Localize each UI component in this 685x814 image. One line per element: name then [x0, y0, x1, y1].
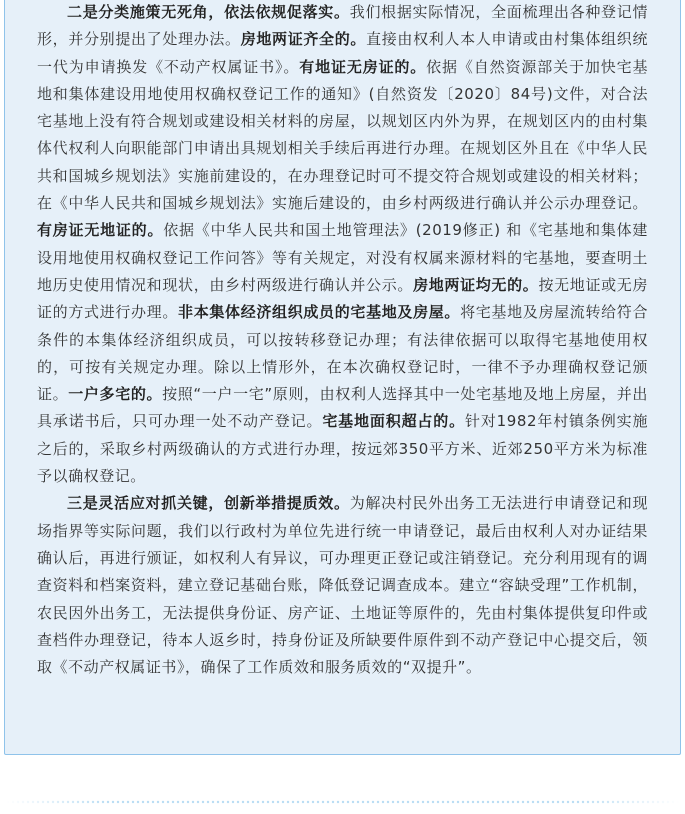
case-multiple-homesteads: 一户多宅的。: [68, 385, 163, 404]
case-non-member: 非本集体经济组织成员的宅基地及房屋。: [178, 303, 461, 322]
body-text: 按无地证或无房证的方式进行办理。: [37, 275, 649, 322]
body-text: 为解决村民外出务工无法进行申请登记和现场指界等实际问题，我们以行政村为单位先进行统一申请登记，最后由权利人对办证结果确认后，再进行颁证，如权利人有异议，可办理更正登记或注销登记。充分利用现有的调查资料和档案资料，建立登记基础台账，降低登记调查成本。建立“容缺受理”工作机制，农民因外出务工，无法提供身份证、房产证、土地证等原件的，先由村集体提供复印件或查档件办理登记，待本人返乡时，持身份证及所缺要件原件到不动产登记中心提交后，领取《不动产权属证书》，确保了工作质效和服务质效的“双提升”。: [37, 494, 649, 677]
body-text: 我们根据实际情况，全面梳理出各种登记情形，并分别提出了处理办法。: [37, 3, 649, 49]
case-land-cert-only: 有地证无房证的。: [299, 57, 427, 76]
body-text: 依据《中华人民共和国土地管理法》(2019修正) 和《宅基地和集体建设用地使用权确权登记工作问答》等有关规定，对没有权属来源材料的宅基地，要查明土地历史使用情况和现状，由乡村两级进行确认并公示。: [37, 221, 648, 294]
body-text: 依据《自然资源部关于加快宅基地和集体建设用地使用权确权登记工作的通知》(自然资发〔2020〕84号)文件，对合法宅基地上没有符合规划或建设相关材料的房屋，以规划区内外为界，在规划区内的由村集体代权利人向职能部门申请出具规划相关手续后再进行办理。在规划区外且在《中华人民共和国城乡规划法》实施前建设的，在办理登记时可不提交符合规划或建设的相关材料；在《中华人民共和国城乡规划法》实施后建设的，由乡村两级进行确认并公示办理登记。: [37, 57, 648, 213]
case-oversized-homestead: 宅基地面积超占的。: [322, 412, 465, 431]
body-text: 将宅基地及房屋流转给符合条件的本集体经济组织成员，可以按转移登记办理；有法律依据可以取得宅基地使用权的，可按有关规定办理。除以上情形外，在本次确权登记时，一律不予办理确权登记颁证。: [37, 303, 649, 404]
case-house-cert-only: 有房证无地证的。: [37, 221, 164, 240]
paragraph-classified-policies: [37, 0, 648, 490]
heading-flexible-response: 三是灵活应对抓关键，创新举措提质效。: [67, 494, 350, 513]
heading-classified-policies: 二是分类施策无死角，依法依规促落实。: [67, 3, 350, 21]
body-text: 针对1982年村镇条例实施之后的，采取乡村两级确认的方式进行办理，按远郊350平方米、近郊250平方米为标准予以确权登记。: [37, 412, 648, 486]
case-both-certificates: 房地两证齐全的。: [240, 30, 367, 49]
body-text: 按照“一户一宅”原则，由权利人选择其中一处宅基地及地上房屋，并出具承诺书后，只可办理一处不动产登记。: [37, 385, 648, 431]
article-panel: [4, 0, 681, 755]
body-text: 直接由权利人本人申请或由村集体组织统一代为申请换发《不动产权属证书》。: [37, 30, 648, 76]
paragraph-flexible-response: [37, 490, 648, 681]
case-no-certificates: 房地两证均无的。: [413, 275, 539, 294]
dotted-divider: [6, 800, 679, 804]
